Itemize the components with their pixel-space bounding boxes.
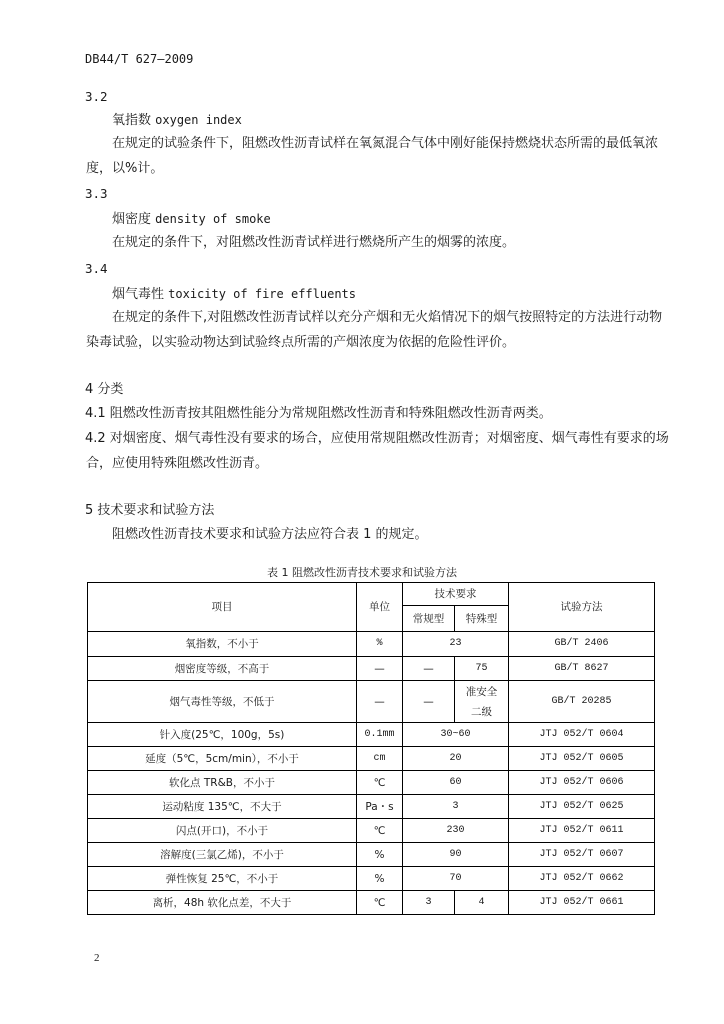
term-cn: 烟密度 (112, 212, 152, 227)
cell-method: GB/T 8627 (509, 657, 655, 681)
cell-value: 90 (403, 843, 509, 867)
header-method: 试验方法 (509, 583, 655, 632)
document-code: DB44/T 627—2009 (85, 52, 194, 66)
definition-line: 度，以%计。 (86, 161, 164, 176)
cell-item: 针入度(25℃，100g，5s) (88, 723, 357, 747)
cell-value: 3 (403, 795, 509, 819)
cell-unit: ℃ (357, 891, 403, 915)
paragraph-4-2-line: 合，应使用特殊阻燃改性沥青。 (86, 456, 269, 471)
cell-method: JTJ 052/T 0604 (509, 723, 655, 747)
cell-value: 70 (403, 867, 509, 891)
table-row (88, 867, 655, 891)
section-3-4-number: 3.4 (85, 261, 108, 276)
cell-item: 离析，48h 软化点差，不大于 (88, 891, 357, 915)
table-row (88, 795, 655, 819)
page-number: 2 (94, 952, 100, 964)
definition-line: 在规定的条件下，对阻燃改性沥青试样进行燃烧所产生的烟雾的浓度。 (112, 235, 516, 250)
header-special-type: 特殊型 (455, 606, 509, 632)
cell-unit: % (357, 843, 403, 867)
cell-value: 60 (403, 771, 509, 795)
term-cn: 烟气毒性 (112, 287, 165, 302)
cell-method: JTJ 052/T 0661 (509, 891, 655, 915)
cell-item: 弹性恢复 25℃，不小于 (88, 867, 357, 891)
cell-normal: — (403, 681, 455, 723)
table-row (88, 657, 655, 681)
definition-line: 染毒试验，以实验动物达到试验终点所需的产烟浓度为依据的危险性评价。 (86, 335, 516, 350)
cell-item: 溶解度(三氯乙烯)，不小于 (88, 843, 357, 867)
cell-unit: % (357, 867, 403, 891)
cell-item: 氧指数，不小于 (88, 632, 357, 657)
cell-method: JTJ 052/T 0607 (509, 843, 655, 867)
cell-value: 30~60 (403, 723, 509, 747)
cell-item: 烟密度等级，不高于 (88, 657, 357, 681)
term-density-of-smoke (112, 210, 271, 229)
definition-line: 在规定的条件下,对阻燃改性沥青试样以充分产烟和无火焰情况下的烟气按照特定的方法进行动物 (112, 310, 663, 325)
cell-unit: ℃ (357, 771, 403, 795)
cell-unit: 0.1mm (357, 723, 403, 747)
cell-value: 20 (403, 747, 509, 771)
header-requirement: 技术要求 (403, 583, 509, 606)
definition-line: 在规定的试验条件下，阻燃改性沥青试样在氧氮混合气体中刚好能保持燃烧状态所需的最低氧浓 (112, 136, 659, 151)
table-row (88, 632, 655, 657)
cell-item: 闪点(开口)，不小于 (88, 819, 357, 843)
section-5-paragraph: 阻燃改性沥青技术要求和试验方法应符合表 1 的规定。 (112, 527, 428, 542)
cell-special (455, 681, 509, 723)
table-caption: 表 1 阻燃改性沥青技术要求和试验方法 (267, 566, 457, 579)
term-oxygen-index (112, 111, 242, 130)
section-3-2-number: 3.2 (85, 89, 108, 104)
cell-method: GB/T 20285 (509, 681, 655, 723)
cell-normal: — (403, 657, 455, 681)
cell-special: 4 (455, 891, 509, 915)
cell-unit: cm (357, 747, 403, 771)
term-en: density of smoke (155, 212, 271, 226)
cell-unit: % (357, 632, 403, 657)
section-3-3-number: 3.3 (85, 186, 108, 201)
section-4-heading: 4 分类 (85, 382, 124, 397)
requirements-table (87, 582, 655, 915)
header-item: 项目 (88, 583, 357, 632)
cell-item: 烟气毒性等级，不低于 (88, 681, 357, 723)
table-row (88, 681, 655, 723)
paragraph-4-2-line: 4.2 对烟密度、烟气毒性没有要求的场合，应使用常规阻燃改性沥青；对烟密度、烟气毒性有要求的场 (85, 431, 669, 446)
table-row (88, 819, 655, 843)
cell-unit: — (357, 657, 403, 681)
cell-unit: ℃ (357, 819, 403, 843)
table-row (88, 843, 655, 867)
term-en: oxygen index (155, 113, 242, 127)
cell-method: GB/T 2406 (509, 632, 655, 657)
cell-method: JTJ 052/T 0606 (509, 771, 655, 795)
cell-unit: Pa・s (357, 795, 403, 819)
cell-value: 230 (403, 819, 509, 843)
term-toxicity (112, 285, 356, 304)
term-en: toxicity of fire effluents (168, 287, 356, 301)
cell-unit: — (357, 681, 403, 723)
cell-method: JTJ 052/T 0605 (509, 747, 655, 771)
table-header-row (88, 583, 655, 606)
table-row (88, 771, 655, 795)
cell-special-line: 二级 (471, 705, 492, 718)
header-unit: 单位 (357, 583, 403, 632)
cell-method: JTJ 052/T 0611 (509, 819, 655, 843)
section-5-heading: 5 技术要求和试验方法 (85, 503, 215, 518)
table-row (88, 891, 655, 915)
cell-method: JTJ 052/T 0662 (509, 867, 655, 891)
table-row (88, 747, 655, 771)
cell-item: 延度（5℃，5cm/min），不小于 (88, 747, 357, 771)
cell-item: 运动粘度 135℃，不大于 (88, 795, 357, 819)
cell-normal: 3 (403, 891, 455, 915)
header-normal-type: 常规型 (403, 606, 455, 632)
paragraph-4-1: 4.1 阻燃改性沥青按其阻燃性能分为常规阻燃改性沥青和特殊阻燃改性沥青两类。 (85, 406, 552, 421)
cell-value: 23 (403, 632, 509, 657)
cell-special: 75 (455, 657, 509, 681)
table-row (88, 723, 655, 747)
term-cn: 氧指数 (112, 113, 152, 128)
cell-special-line: 准安全 (465, 685, 498, 698)
cell-method: JTJ 052/T 0625 (509, 795, 655, 819)
cell-item: 软化点 TR&B，不小于 (88, 771, 357, 795)
